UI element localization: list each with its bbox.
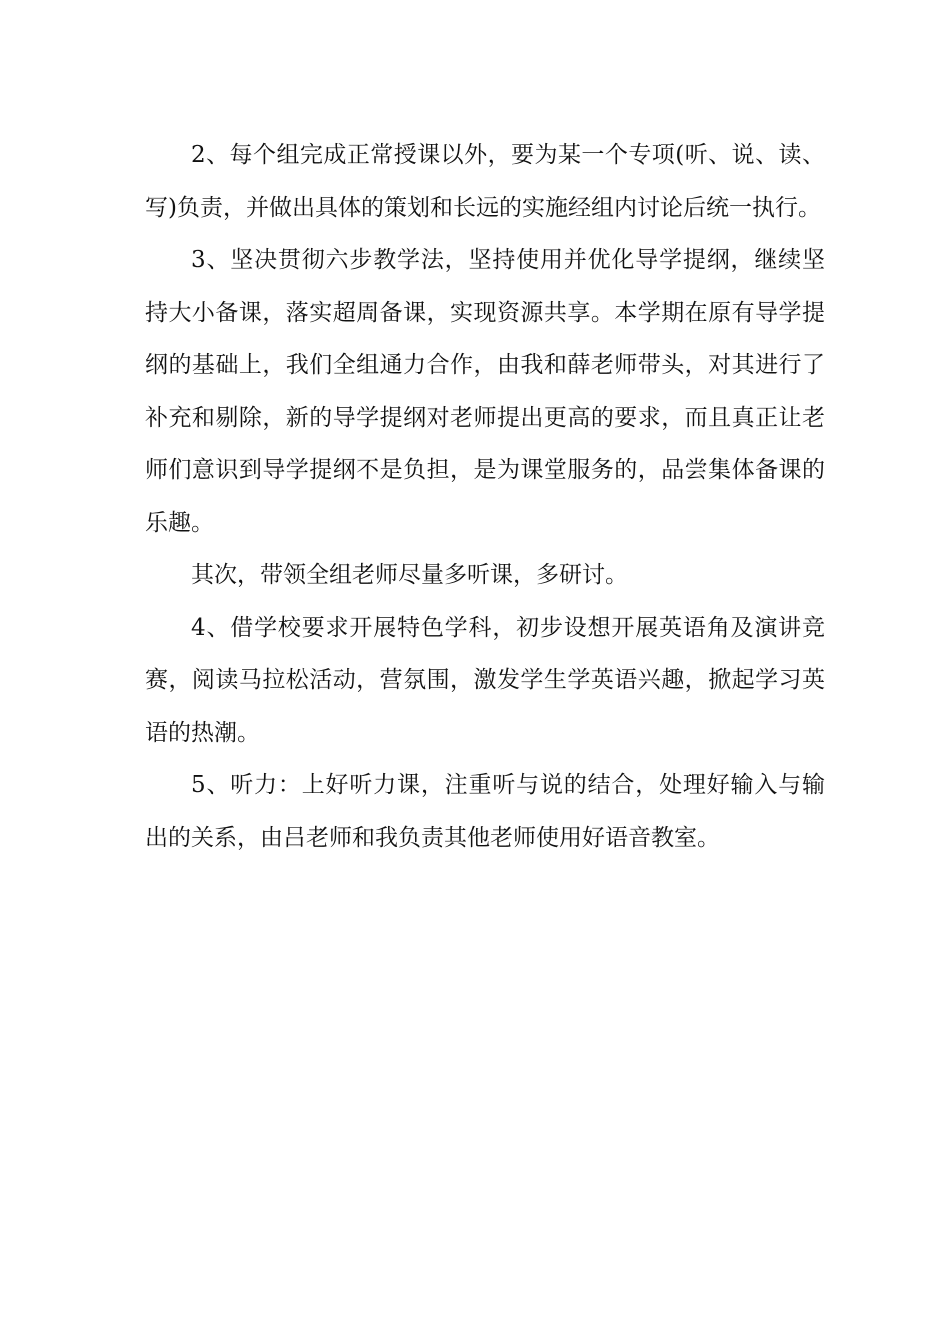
paragraph-item-5: 5、听力：上好听力课，注重听与说的结合，处理好输入与输出的关系，由吕老师和我负责其他老师使用好语音教室。 bbox=[145, 772, 825, 851]
paragraph-secondly: 其次，带领全组老师尽量多听课，多研讨。 bbox=[191, 562, 628, 588]
paragraph-item-4: 4、借学校要求开展特色学科，初步设想开展英语角及演讲竞赛，阅读马拉松活动，营氛围，激发学生学英语兴趣，掀起学习英语的热潮。 bbox=[145, 614, 825, 746]
document-body bbox=[145, 129, 825, 864]
paragraph-item-2: 2、每个组完成正常授课以外，要为某一个专项(听、说、读、写)负责，并做出具体的策划和长远的实施经组内讨论后统一执行。 bbox=[145, 142, 825, 221]
paragraph-item-3: 3、坚决贯彻六步教学法，坚持使用并优化导学提纲，继续坚持大小备课，落实超周备课，实现资源共享。本学期在原有导学提纲的基础上，我们全组通力合作，由我和薛老师带头，对其进行了补充和剔除，新的导学提纲对老师提出更高的要求，而且真正让老师们意识到导学提纲不是负担，是为课堂服务的，品尝集体备课的乐趣。 bbox=[145, 247, 825, 536]
